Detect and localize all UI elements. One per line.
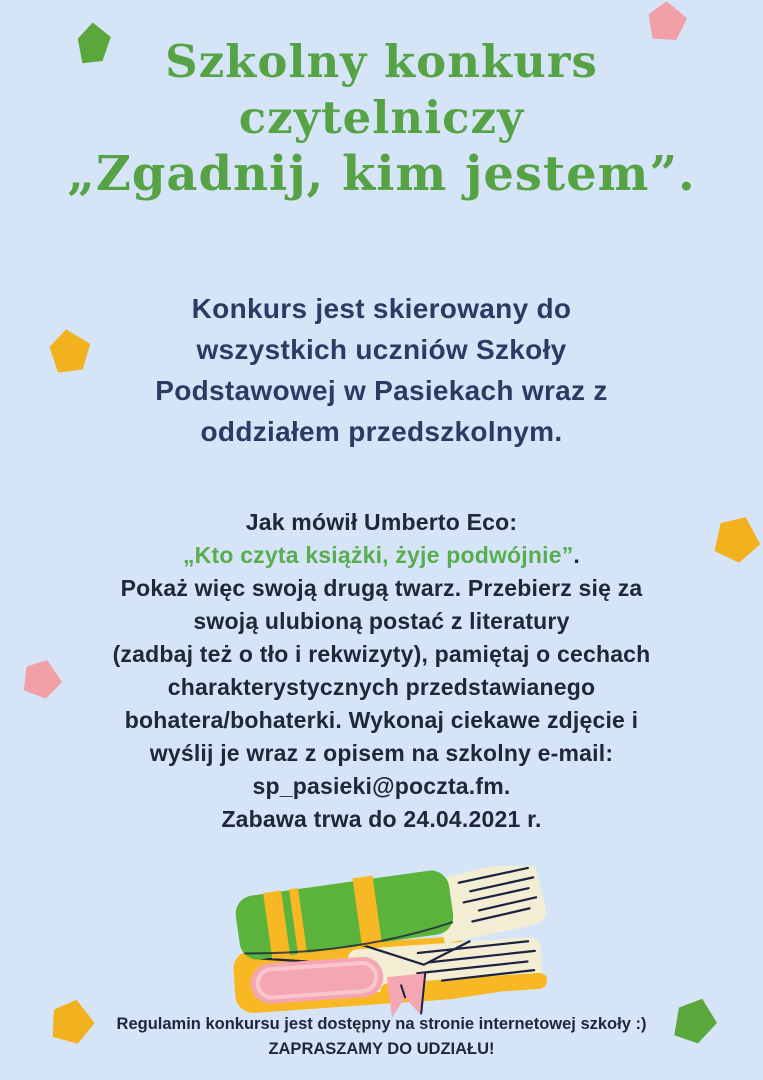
details-line: swoją ulubioną postać z literatury [193,608,570,634]
contest-deadline: Zabawa trwa do 24.04.2021 r. [221,806,542,832]
intro-line: wszystkich uczniów Szkoły [196,334,567,365]
stacked-books-illustration [228,866,550,1018]
details-paragraph [0,506,763,836]
contest-email: sp_pasieki@poczta.fm. [252,773,511,799]
footer-invite-line: ZAPRASZAMY DO UDZIAŁU! [268,1040,495,1058]
intro-line: Konkurs jest skierowany do [191,293,572,324]
footer-rules-line: Regulamin konkursu jest dostępny na stronie internetowej szkoły :) [116,1015,647,1033]
footer-note [0,1012,763,1062]
details-line: wyślij je wraz z opisem na szkolny e-mail: [149,740,614,766]
bookmark-ribbon [387,973,425,1017]
poster-title [0,34,763,202]
eco-quote-period: . [573,542,581,568]
intro-paragraph [0,288,763,452]
details-quote-line [0,539,763,572]
title-line-3: „Zgadnij, kim jestem”. [67,146,696,202]
title-line-1: Szkolny konkurs [165,35,598,88]
details-line: (zadbaj też o tło i rekwizyty), pamiętaj o cechach [112,641,651,667]
details-heading: Jak mówił Umberto Eco: [245,509,518,535]
eco-quote: „Kto czyta książki, żyje podwójnie” [182,542,574,568]
intro-line: Podstawowej w Pasiekach wraz z [155,375,608,406]
details-line: charakterystycznych przedstawianego [167,674,596,700]
title-line-2: czytelniczy [238,91,525,144]
intro-line: oddziałem przedszkolnym. [200,416,563,447]
details-line: Pokaż więc swoją drugą twarz. Przebierz się za [120,575,643,601]
details-line: bohatera/bohaterki. Wykonaj ciekawe zdjęcie i [124,707,639,733]
